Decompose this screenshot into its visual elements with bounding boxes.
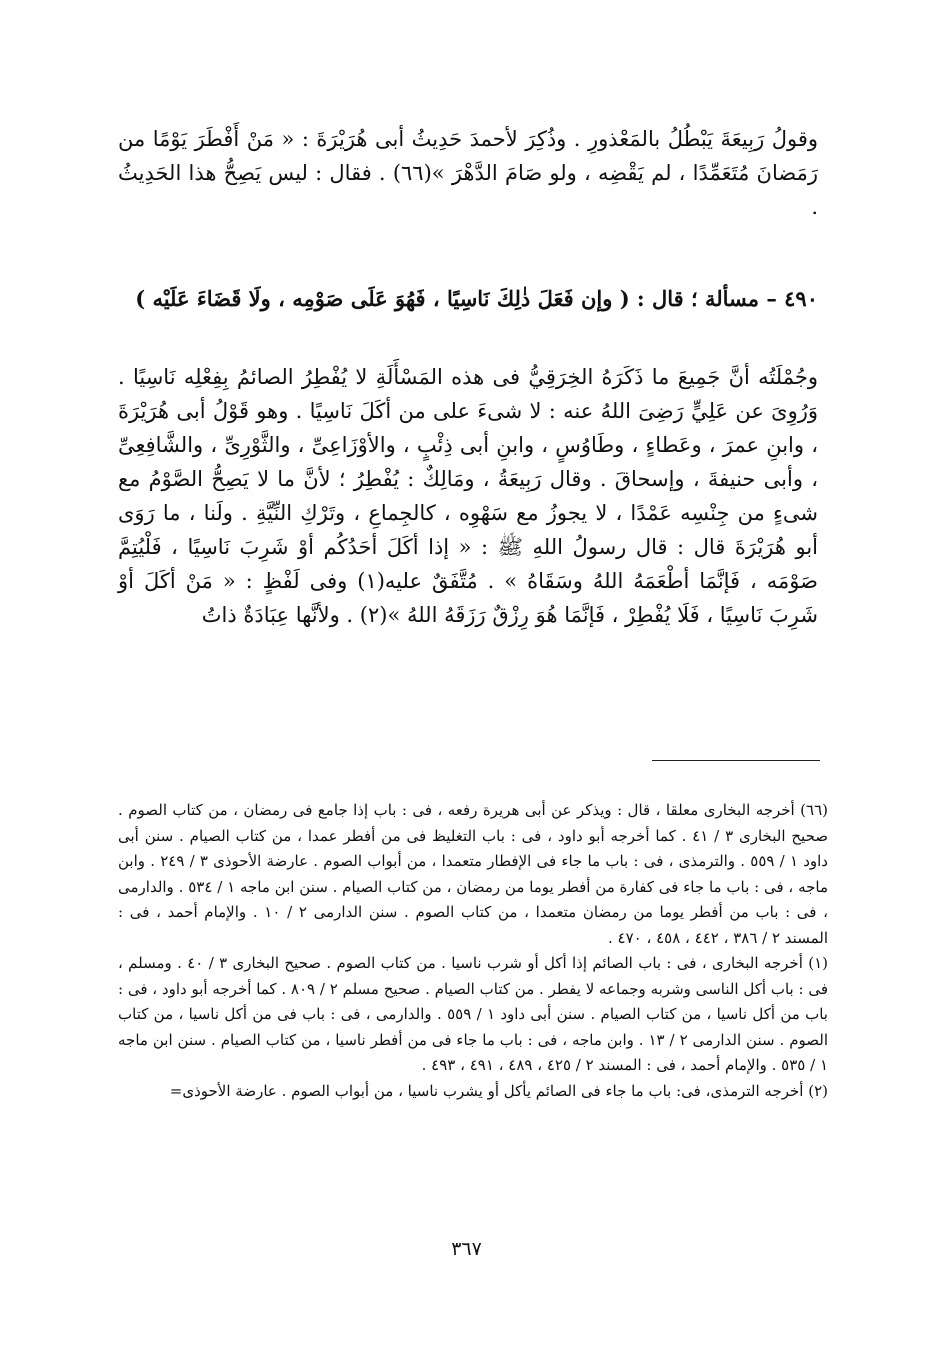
page-number: ٣٦٧ bbox=[451, 1238, 482, 1260]
masala-heading bbox=[118, 282, 818, 316]
intro-paragraph bbox=[118, 122, 818, 224]
footnote-1: (١) أخرجه البخارى ، فى : باب الصائم إذا أكل أو شرب ناسيا . من كتاب الصوم . صحيح البخارى ٣ / ٤٠ . ومسلم ، فى : باب أكل الناسى وشربه وجماعه لا يفطر . من كتاب الصيام . صحيح مسلم ٢ / ٨٠٩ . كما أخرجه أبو داود ، فى : باب من أكل ناسيا ، من كتاب الصيام . سنن أبى داود ١ / ٥٥٩ . والدارمى ، فى : باب فى من أكل ناسيا ، من كتاب الصوم . سنن الدارمى ٢ / ١٣ . وابن ماجه ، فى : باب ما جاء فى من أفطر ناسيا ، من كتاب الصيام . سنن ابن ماجه ١ / ٥٣٥ . والإمام أحمد ، فى : المسند ٢ / ٤٢٥ ، ٤٨٩ ، ٤٩١ ، ٤٩٣ . bbox=[118, 954, 828, 1074]
footnote-divider bbox=[652, 760, 820, 761]
body-paragraph bbox=[118, 360, 818, 632]
masala-text: ٤٩٠ – مسألة ؛ قال : ( وإن فَعَلَ ذٰلِكَ نَاسِيًا ، فَهُوَ عَلَى صَوْمِه ، ولَا قَضَاءَ عَلَيْه ) bbox=[135, 286, 818, 311]
footnote-2: (٢) أخرجه الترمذى، فى: باب ما جاء فى الصائم يأكل أو يشرب ناسيا ، من أبواب الصوم . عارضة الأحوذى= bbox=[169, 1081, 828, 1100]
footnotes bbox=[118, 798, 828, 1104]
intro-text: وقولُ رَبِيعَةَ يَبْطُلُ بالمَعْذورِ . وذُكِرَ لأحمدَ حَدِيثُ أبى هُرَيْرَةَ : « مَنْ أَفْطَرَ يَوْمًا من رَمَضانَ مُتَعَمِّدًا ، لم يَقْضِه ، ولو صَامَ الدَّهْرَ »(٦٦) . فقال : ليس يَصِحُّ هذا الحَدِيثُ . bbox=[118, 127, 818, 219]
footnote-66: (٦٦) أخرجه البخارى معلقا ، قال : ويذكر عن أبى هريرة رفعه ، فى : باب إذا جامع فى رمضان ، من كتاب الصوم . صحيح البخارى ٣ / ٤١ . كما أخرجه أبو داود ، فى : باب التغليظ فى من أفطر عمدا ، من كتاب الصيام . سنن أبى داود ١ / ٥٥٩ . والترمذى ، فى : باب ما جاء فى الإفطار متعمدا ، من أبواب الصوم . عارضة الأحوذى ٣ / ٢٤٩ . وابن ماجه ، فى : باب ما جاء فى كفارة من أفطر يوما من رمضان ، من كتاب الصيام . سنن ابن ماجه ١ / ٥٣٤ . والدارمى ، فى : باب من أفطر يوما من رمضان متعمدا ، من كتاب الصوم . سنن الدارمى ٢ / ١٠ . والإمام أحمد ، فى : المسند ٢ / ٣٨٦ ، ٤٤٢ ، ٤٥٨ ، ٤٧٠ . bbox=[118, 801, 829, 947]
body-text: وجُمْلَتُه أنَّ جَمِيعَ ما ذَكَرَهُ الخِرَقِيُّ فى هذه المَسْأَلَةِ لا يُفْطِرُ الصائمُ بِفِعْلِه نَاسِيًا . وَرُوِىَ عن عَلِيٍّ رَضِىَ اللهُ عنه : لا شىءَ على من أكَلَ نَاسِيًا . وهو قَوْلُ أبى هُرَيْرَةَ ، وابنِ عمرَ ، وعَطاءٍ ، وطَاوُسٍ ، وابنِ أبى ذِئْبٍ ، والأوْزَاعِىِّ ، والثَّوْرِىِّ ، والشَّافِعِىِّ ، وأبى حنيفةَ ، وإسحاقَ . وقال رَبِيعَةُ ، ومَالِكٌ : يُفْطِرُ ؛ لأنَّ ما لا يَصِحُّ الصَّوْمُ مع شىءٍ من جِنْسِه عَمْدًا ، لا يجوزُ مع سَهْوِه ، كالجِماعِ ، وتَرْكِ النِّيَّةِ . ولَنا ، ما رَوَى أبو هُرَيْرَةَ قال : قال رسولُ اللهِ ﷺ : « إذا أكَلَ أحَدُكُم أوْ شَرِبَ نَاسِيًا ، فَلْيُتِمَّ صَوْمَه ، فَإنَّمَا أطْعَمَهُ اللهُ وسَقَاهُ » . مُتَّفَقٌ عليه(١) وفى لَفْظٍ : « مَنْ أكَلَ أوْ شَرِبَ نَاسِيًا ، فَلَا يُفْطِرْ ، فَإنَّمَا هُوَ رِزْقٌ رَزَقَهُ اللهُ »(٢) . ولأنَّها عِبَادَةٌ ذاتُ bbox=[118, 365, 818, 627]
